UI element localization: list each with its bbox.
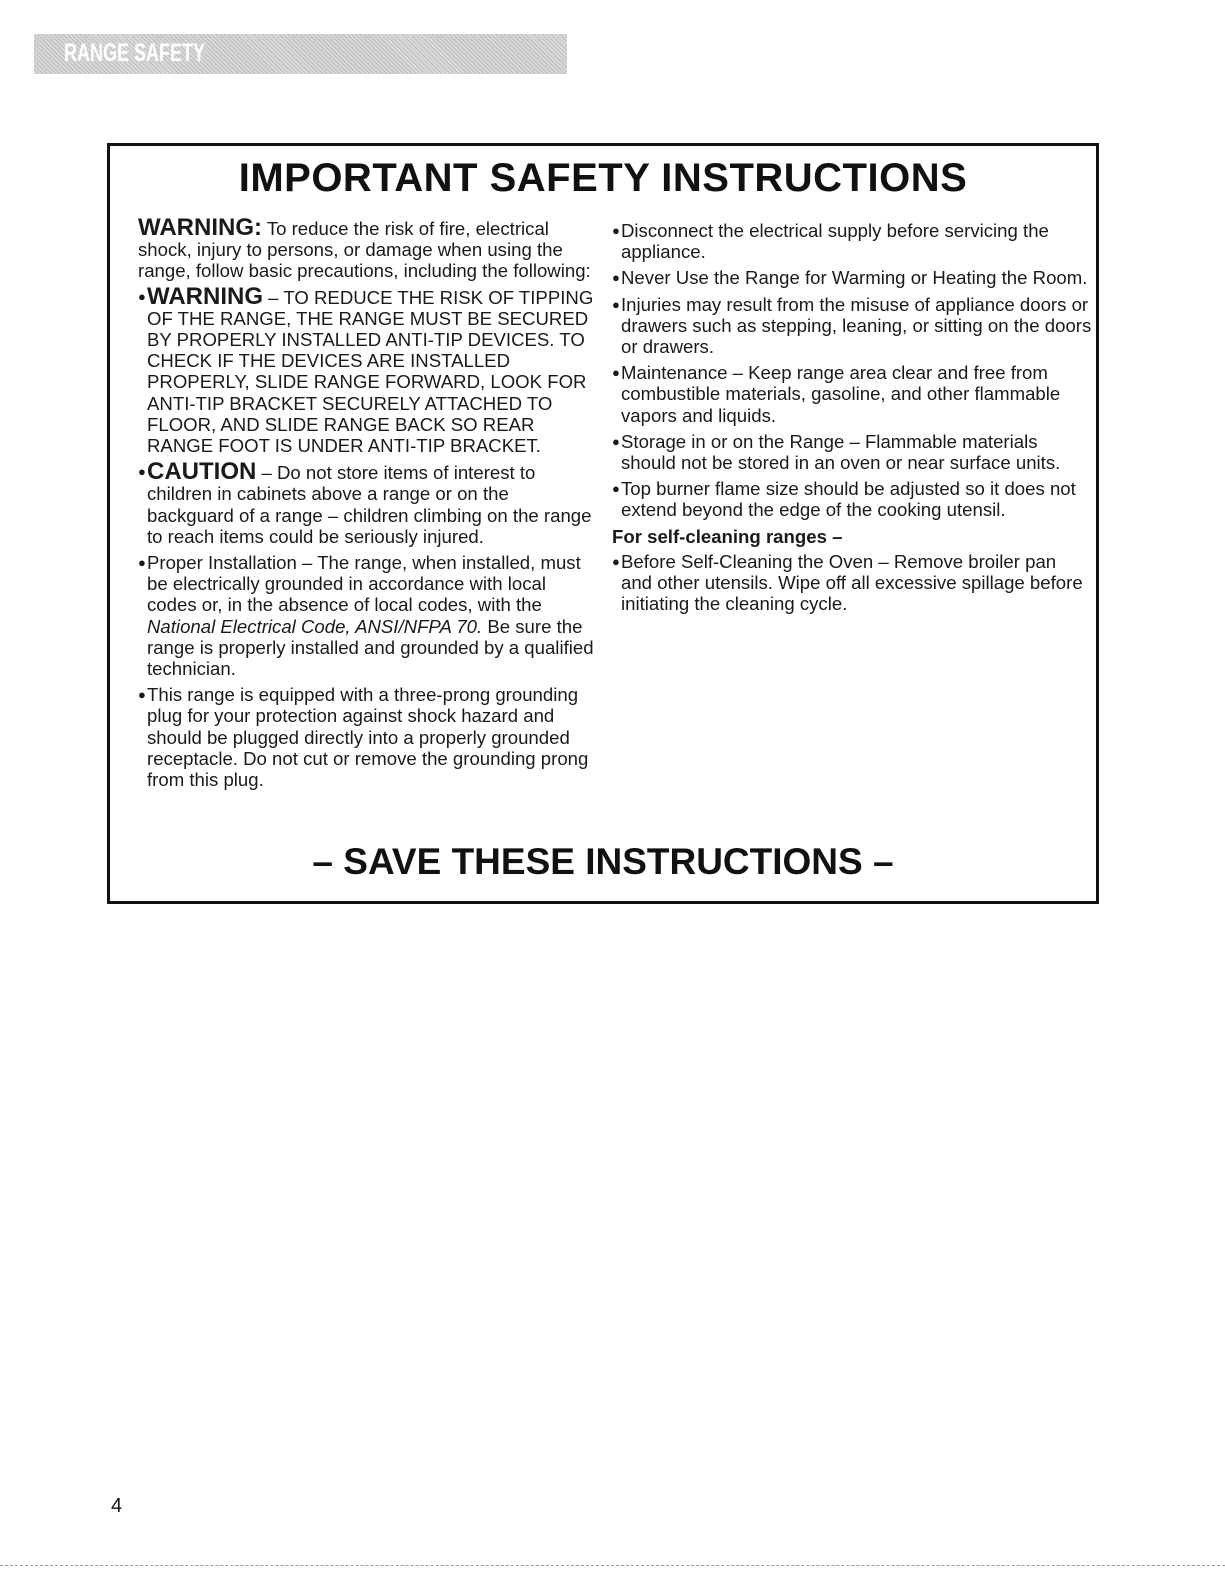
doors-drawers-text: Injuries may result from the misuse of appliance doors or drawers such as stepping, leaning, or sitting on the doors or drawers. [621,293,1092,358]
section-banner [34,34,567,74]
maintenance-text: Maintenance – Keep range area clear and free from combustible materials, gasoline, and other flammable vapors and liquids. [621,362,1061,426]
burner-flame-text: Top burner flame size should be adjusted so it does not extend beyond the edge of the cooking utensil. [621,478,1076,521]
list-item-disconnect [612,220,1092,262]
bullet-icon: ● [138,464,146,480]
caution-lead: CAUTION [147,458,257,486]
intro-warning-lead: WARNING: [138,214,262,241]
list-item-self-cleaning [612,551,1092,615]
grounding-plug-text: This range is equipped with a three-prong grounding plug for your protection against shock hazard and should be plugged directly into a properly grounded receptacle. Do not cut or remove the grounding prong from this plug. [147,684,589,791]
tip-warning-text: – TO REDUCE THE RISK OF TIPPING OF THE RANGE, THE RANGE MUST BE SECURED BY PROPERLY INSTALLED ANTI-TIP DEVICES. TO CHECK IF THE DEVICES ARE INSTALLED PROPERLY, SLIDE RANGE FORWARD, LOOK FOR ANTI-TIP BRACKET SECURELY ATTACHED TO FLOOR, AND SLIDE RANGE BACK SO REAR RANGE FOOT IS UNDER ANTI-TIP BRACKET. [147,286,594,457]
left-column [138,214,600,795]
storage-text: Storage in or on the Range – Flammable materials should not be stored in an oven or near surface units. [621,430,1061,474]
bullet-icon: ● [138,555,146,571]
list-item-maintenance [612,362,1092,426]
bullet-icon: ● [138,288,146,304]
bullet-icon: ● [612,365,620,381]
intro-warning-text: To reduce the risk of fire, electrical shock, injury to persons, or damage when using the range, follow basic precautions, including the following: [138,218,591,282]
installation-text-before: Proper Installation – The range, when installed, must be electrically grounded in accordance with local codes or, in the absence of local codes, with the [147,552,581,616]
bottom-rule [0,1565,1225,1566]
bullet-icon: ● [612,296,620,312]
caution-text: – Do not store items of interest to children in cabinets above a range or on the backguard of a range – children climbing on the range to reach items could be seriously injured. [147,462,592,547]
tip-warning-lead: WARNING [147,282,263,310]
list-item-burner-flame [612,478,1092,520]
list-item-tip-warning [138,282,600,457]
right-column [612,220,1092,619]
disconnect-text: Disconnect the electrical supply before servicing the appliance. [621,220,1049,263]
page-number: 4 [111,1495,123,1517]
box-title: IMPORTANT SAFETY INSTRUCTIONS [238,156,968,200]
installation-text-after: Be sure the range is properly installed and grounded by a qualified technician. [147,615,594,680]
bullet-icon: ● [612,553,620,569]
bullet-icon: ● [612,270,620,286]
never-heat-room-text: Never Use the Range for Warming or Heating the Room. [621,267,1088,289]
bullet-icon: ● [612,481,620,497]
bullet-icon: ● [612,433,620,449]
bullet-icon: ● [612,223,620,238]
list-item-never-heat-room [612,267,1092,288]
list-item-grounding-plug [138,684,600,790]
list-item-doors-drawers [612,294,1092,358]
safety-instructions-box [107,143,1099,904]
self-cleaning-text: Before Self-Cleaning the Oven – Remove broiler pan and other utensils. Wipe off all excessive spillage before initiating the cleaning cycle. [621,550,1083,615]
intro-warning [138,214,600,282]
bullet-icon: ● [138,687,146,703]
installation-code-reference: National Electrical Code, ANSI/NFPA 70. [147,615,483,637]
list-item-proper-installation [138,552,600,679]
self-cleaning-heading: For self-cleaning ranges – [612,525,843,547]
section-title: RANGE SAFETY [64,39,206,67]
save-instructions-line: – SAVE THESE INSTRUCTIONS – [312,841,894,882]
list-item-storage [612,431,1092,473]
list-item-caution [138,458,600,547]
